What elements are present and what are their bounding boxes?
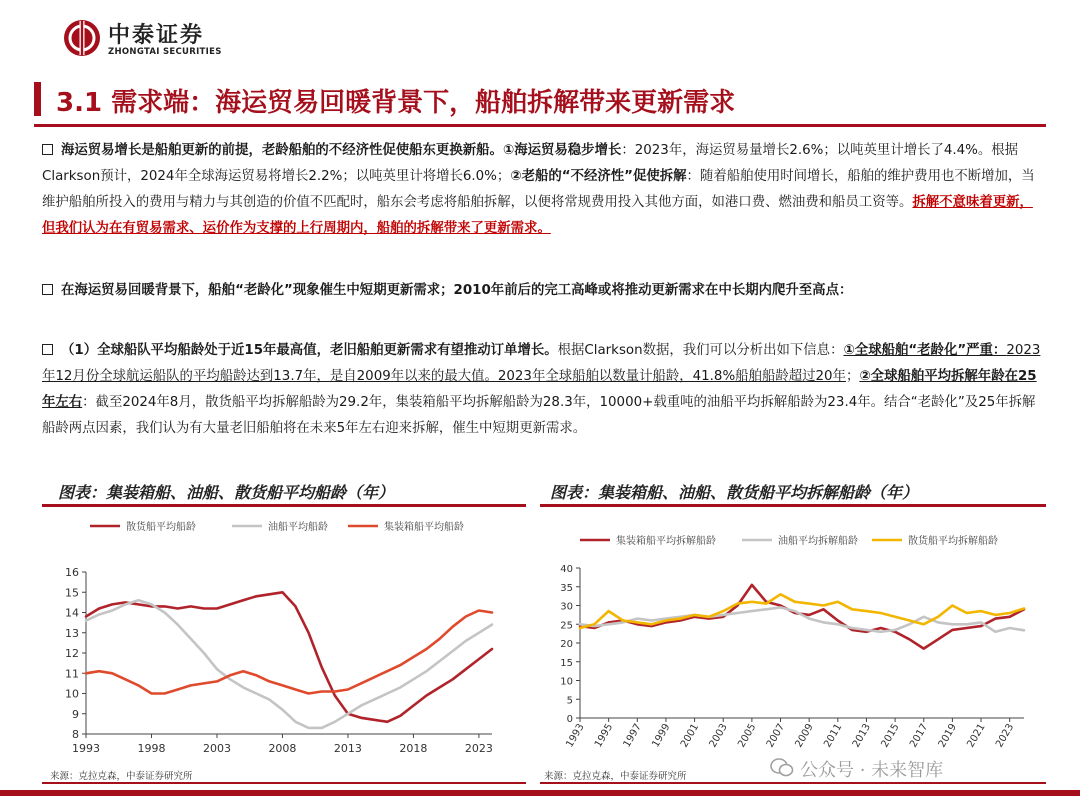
x-tick-label: 2007	[764, 722, 788, 750]
x-tick-label: 2013	[333, 742, 362, 755]
checkbox-bullet-icon	[42, 344, 53, 355]
legend-label: 集装箱船平均拆解船龄	[616, 536, 716, 547]
checkbox-bullet-icon	[42, 284, 53, 295]
y-tick-label: 13	[65, 626, 79, 640]
chart-left-rule	[42, 504, 526, 507]
legend-label: 散货船平均船龄	[126, 522, 196, 533]
wechat-icon	[770, 757, 794, 779]
p1-bold-2: ②老船的“不经济性”促使拆解	[510, 169, 687, 184]
brand-name-cn: 中泰证券	[108, 23, 205, 48]
y-tick-label: 25	[560, 620, 573, 632]
y-tick-label: 40	[560, 564, 573, 575]
zhongtai-logo-icon	[62, 18, 102, 58]
p1-red-highlight: 拆解不意味着更新，但我们认为在有贸易需求、运价作为支撑的上行周期内，船舶的拆解带来了更新需求。	[42, 195, 1033, 236]
y-tick-label: 15	[65, 586, 79, 600]
p3-separator: ；	[845, 369, 860, 384]
y-tick-label: 0	[566, 714, 573, 725]
x-tick-label: 2015	[879, 722, 902, 750]
chart-right-bottom-rule	[540, 782, 1046, 784]
y-tick-label: 30	[560, 601, 573, 613]
x-tick-label: 2001	[678, 722, 702, 750]
chart-panel-right	[540, 480, 1046, 790]
x-tick-label: 1993	[564, 722, 587, 750]
section-title: 3.1 需求端：海运贸易回暖背景下，船舶拆解带来更新需求	[56, 88, 736, 118]
series-line-2	[86, 600, 492, 728]
footer-bar	[0, 790, 1080, 796]
chart-right-rule	[540, 504, 1046, 507]
x-tick-label: 2023	[464, 742, 493, 755]
chart-right-heading: 图表：集装箱船、油船、散货船平均拆解船龄（年）	[550, 483, 919, 502]
x-tick-label: 1997	[621, 722, 644, 750]
title-accent-bar	[34, 82, 41, 116]
p1-text-1: ：2023年，海运贸易量增长2.6%；以吨英里计增长了4.4%。根据Clarkson预计，2024年全球海运贸易将增长2.2%；以吨英里计将增长6.0%；	[42, 143, 1019, 184]
p3-text-2: ：截至2024年8月，散货船平均拆解船龄为29.2年，集装箱船平均拆解船龄为28.3年，10000+载重吨的油船平均拆解船龄为23.4年。结合“老龄化”及25年拆解船龄两点因素，我们认为有大量老旧船舶将在未来5年左右迎来拆解，催生中短期更新需求。	[42, 395, 1036, 436]
x-tick-label: 2023	[994, 722, 1017, 750]
p3-bold-1: （1）全球船队平均船龄处于近15年最高值，老旧船舶更新需求有望推动订单增长。	[61, 343, 558, 358]
y-tick-label: 15	[560, 657, 573, 669]
paragraph-1	[42, 138, 1046, 242]
y-tick-label: 5	[566, 695, 573, 707]
series-line-1	[580, 585, 1024, 649]
chart-right-source: 来源：克拉克森，中泰证券研究所	[544, 771, 687, 782]
x-tick-label: 1995	[592, 722, 616, 750]
chart-left-bottom-rule	[42, 782, 526, 784]
chart-right-svg	[540, 512, 1046, 780]
chart-left-heading: 图表：集装箱船、油船、散货船平均船龄（年）	[58, 483, 395, 502]
zhongtai-logo	[62, 14, 222, 62]
x-tick-label: 2019	[936, 722, 959, 750]
y-tick-label: 8	[72, 728, 79, 741]
x-tick-label: 1999	[650, 722, 673, 750]
x-tick-label: 2018	[399, 742, 428, 755]
y-tick-label: 20	[560, 639, 573, 650]
p3-text-1: 根据Clarkson数据，我们可以分析出如下信息：	[557, 343, 844, 358]
checkbox-bullet-icon	[42, 144, 53, 155]
chart-left-svg	[42, 512, 526, 780]
watermark-text: 公众号 · 未来智库	[800, 760, 944, 781]
x-tick-label: 2013	[850, 722, 874, 750]
p1-bold-1: 海运贸易增长是船舶更新的前提，老龄船舶的不经济性促使船东更换新船。①海运贸易稳步增长	[61, 143, 622, 158]
y-tick-label: 9	[72, 707, 79, 721]
p3-underlined-1: 2023年12月份全球航运船队的平均船龄达到13.7年，是自2009年以来的最大值。2023年全球船舶以数量计船龄，41.8%船舶船龄超过20年	[42, 343, 1041, 384]
p3-underlined-bold-2: ②全球船舶平均拆解年龄在25年左右	[42, 369, 1037, 410]
y-tick-label: 10	[65, 687, 79, 701]
p3-underlined-bold-1: ①全球船舶“老龄化”严重：	[843, 343, 1007, 358]
title-divider	[34, 124, 1046, 127]
p1-text-2: ：随着船舶使用时间增长，船舶的维护费用也不断增加，当维护船舶所投入的费用与精力与其创造的价值不匹配时，船东会考虑将船舶拆解，以便将常规费用投入其他方面，如港口费、燃油费和船员工资等。	[42, 169, 1035, 210]
series-line-3	[580, 594, 1024, 628]
x-tick-label: 1998	[137, 742, 166, 755]
chart-panel-left	[42, 480, 526, 790]
legend-label: 散货船平均拆解船龄	[908, 536, 998, 547]
x-tick-label: 2011	[822, 722, 845, 750]
y-tick-label: 14	[65, 606, 79, 620]
paragraph-2	[42, 278, 1046, 304]
series-line-3	[86, 611, 492, 694]
chart-left-source: 来源：克拉克森，中泰证券研究所	[50, 771, 193, 782]
y-tick-label: 10	[560, 676, 573, 688]
y-tick-label: 12	[65, 647, 79, 660]
x-tick-label: 2005	[736, 722, 759, 750]
paragraph-3	[42, 338, 1046, 442]
x-tick-label: 2009	[793, 722, 816, 750]
y-tick-label: 16	[65, 566, 79, 579]
y-tick-label: 35	[560, 582, 573, 594]
x-tick-label: 2008	[268, 742, 297, 755]
legend-label: 油船平均拆解船龄	[778, 536, 858, 547]
p2-bold: 在海运贸易回暖背景下，船舶“老龄化”现象催生中短期更新需求；2010年前后的完工高峰或将推动更新需求在中长期内爬升至高点：	[61, 283, 853, 298]
y-tick-label: 11	[65, 667, 79, 681]
x-tick-label: 1993	[72, 742, 100, 755]
legend-label: 集装箱船平均船龄	[384, 522, 464, 533]
brand-name-en: ZHONGTAI SECURITIES	[108, 47, 222, 57]
x-tick-label: 2003	[707, 722, 730, 750]
x-tick-label: 2003	[202, 742, 231, 755]
series-line-1	[86, 592, 492, 722]
legend-label: 油船平均船龄	[268, 522, 328, 533]
x-tick-label: 2017	[908, 722, 931, 750]
x-tick-label: 2021	[965, 722, 988, 750]
